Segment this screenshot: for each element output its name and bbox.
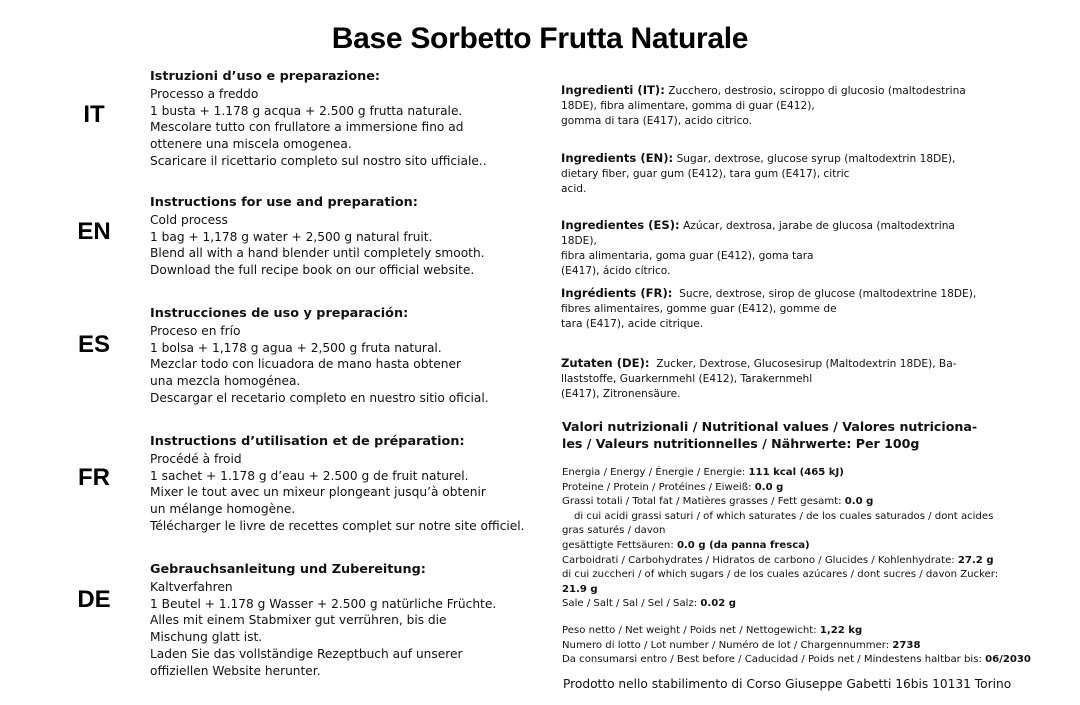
instruction-line: Blend all with a hand blender until completely smooth. <box>150 246 485 261</box>
ingredients-text: Azúcar, dextrosa, jarabe de glucosa (maltodextrina 18DE), <box>561 220 955 247</box>
lang-code-fr: FR <box>78 464 110 491</box>
ingredients-text: Sucre, dextrose, sirop de glucose (maltodextrine 18DE), <box>679 288 977 300</box>
info-value: 1,22 kg <box>819 625 863 636</box>
instruction-line: Kaltverfahren <box>150 579 233 594</box>
instruction-line: Proceso en frío <box>150 323 241 338</box>
ingredients-text: acid. <box>561 183 587 195</box>
info-label: Da consumarsi entro / Best before / Caducidad / Poids net / Mindestens haltbar bis: <box>562 654 982 666</box>
nutrition-row-saturates-cont: gras saturés / davon <box>562 525 666 537</box>
nutrition-row-carbs <box>562 554 1032 569</box>
info-value: 2738 <box>892 639 921 651</box>
instruction-line: 1 sachet + 1.178 g d’eau + 2.500 g de fruit naturel. <box>150 468 469 483</box>
ingredients-text: (E417), Zitronensäure. <box>561 388 681 400</box>
nutrition-row-sugars <box>562 568 1032 583</box>
instruction-line: Mixer le tout avec un mixeur plongeant jusqu’à obtenir un mélange homogène. <box>150 485 486 517</box>
ingredients-de <box>561 356 991 402</box>
info-label: Numero di lotto / Lot number / Numéro de lot / Chargennummer: <box>562 639 890 651</box>
ingredients-text: Zucker, Dextrose, Glucosesirup (Maltodextrin 18DE), Ba- <box>656 358 957 370</box>
nutrition-row-sugars-value <box>562 583 1032 598</box>
nutrition-title-line: les / Valeurs nutritionnelles / Nährwerte: Per 100g <box>562 435 920 451</box>
nutrition-label: Energia / Energy / Énergie / Energie: <box>562 467 746 478</box>
nutrition-row-salt <box>562 597 1032 612</box>
nutrition-label: gesättigte Fettsäuren: <box>562 539 674 551</box>
ingredients-label: Ingredienti (IT): <box>561 83 665 97</box>
instructions-heading: Instrucciones de uso y preparación: <box>150 306 409 321</box>
ingredients-text: llaststoffe, Guarkernmehl (E412), Tarakernmehl <box>561 373 813 385</box>
best-before-row <box>562 653 1032 668</box>
ingredients-text: (E417), ácido cítrico. <box>561 265 671 277</box>
instruction-line: Descargar el recetario completo en nuestro sitio oficial. <box>150 390 489 405</box>
ingredients-label: Ingredients (EN): <box>561 151 674 165</box>
nutrition-value: 0.02 g <box>700 598 737 610</box>
ingredients-fr <box>561 286 991 332</box>
nutrition-row-fat <box>562 495 1032 510</box>
ingredients-en <box>561 151 991 197</box>
net-weight-row <box>562 624 1032 639</box>
ingredients-text: gomma di tara (E417), acido citrico. <box>561 115 753 127</box>
nutrition-row-saturates: di cui acidi grassi saturi / of which saturates / de los cuales saturados / dont acides <box>574 510 994 522</box>
nutrition-value: 27.2 g <box>957 554 994 566</box>
lot-number-row <box>562 639 1032 654</box>
instructions-es <box>150 306 550 407</box>
nutrition-value: 111 kcal (465 kJ) <box>748 467 844 478</box>
nutrition-label: Carboidrati / Carbohydrates / Hidratos de carbono / Glucides / Kohlenhydrate: <box>562 554 955 566</box>
nutrition-row-protein <box>562 481 1032 496</box>
lang-code-de: DE <box>77 586 111 613</box>
instruction-line: Scaricare il ricettario completo sul nostro sito ufficiale.. <box>150 153 487 168</box>
ingredients-text: dietary fiber, guar gum (E412), tara gum (E417), citric <box>561 168 850 180</box>
instruction-line: Procédé à froid <box>150 451 242 466</box>
nutrition-title <box>562 419 992 452</box>
instruction-line: Processo a freddo <box>150 86 259 101</box>
ingredients-label: Zutaten (DE): <box>561 356 650 370</box>
ingredients-it <box>561 83 991 129</box>
ingredients-text: Zucchero, destrosio, sciroppo di glucosio (maltodestrina <box>668 85 966 97</box>
nutrition-value: 0.0 g (da panna fresca) <box>676 539 810 551</box>
ingredients-text: Sugar, dextrose, glucose syrup (maltodextrin 18DE), <box>676 153 956 165</box>
nutrition-value: 0.0 g <box>844 496 874 508</box>
instruction-line: Cold process <box>150 212 228 227</box>
ingredients-text: tara (E417), acide citrique. <box>561 318 704 330</box>
instruction-line: 1 bag + 1,178 g water + 2,500 g natural fruit. <box>150 229 433 244</box>
nutrition-label: Grassi totali / Total fat / Matières grasses / Fett gesamt: <box>562 496 842 508</box>
instruction-line: Laden Sie das vollständige Rezeptbuch auf unserer offiziellen Website herunter. <box>150 646 463 678</box>
instructions-heading: Instructions d’utilisation et de préparation: <box>150 434 465 449</box>
instruction-line: Mescolare tutto con frullatore a immersione fino ad ottenere una miscela omogenea. <box>150 120 464 152</box>
lang-code-en: EN <box>77 218 111 245</box>
instructions-fr <box>150 434 550 535</box>
ingredients-text: fibra alimentaria, goma guar (E412), goma tara <box>561 250 814 262</box>
nutrition-row-energy <box>562 466 1032 481</box>
instruction-line: Mezclar todo con licuadora de mano hasta obtener una mezcla homogénea. <box>150 357 461 389</box>
nutrition-label: di cui zuccheri / of which sugars / de los cuales azúcares / dont sucres / davon Zucker: <box>562 569 999 581</box>
instructions-de <box>150 562 550 680</box>
nutrition-table <box>562 466 1032 612</box>
info-label: Peso netto / Net weight / Poids net / Nettogewicht: <box>562 625 817 636</box>
instructions-heading: Instructions for use and preparation: <box>150 195 418 210</box>
instructions-it <box>150 69 550 170</box>
producer-address: Prodotto nello stabilimento di Corso Giuseppe Gabetti 16bis 10131 Torino <box>563 677 1012 691</box>
nutrition-row-saturates-value <box>562 539 1032 554</box>
instruction-line: 1 busta + 1.178 g acqua + 2.500 g frutta naturale. <box>150 103 463 118</box>
lang-code-it: IT <box>83 101 105 128</box>
ingredients-text: 18DE), fibra alimentare, gomma di guar (E412), <box>561 100 815 112</box>
lang-code-es: ES <box>77 331 110 358</box>
nutrition-title-line: Valori nutrizionali / Nutritional values / Valores nutriciona- <box>562 419 978 434</box>
instructions-heading: Gebrauchsanleitung und Zubereitung: <box>150 562 426 577</box>
nutrition-label: Proteine / Protein / Protéines / Eiweiß: <box>562 481 752 493</box>
nutrition-value: 21.9 g <box>562 583 598 595</box>
info-value: 06/2030 <box>985 654 1031 666</box>
ingredients-label: Ingredientes (ES): <box>561 218 680 232</box>
ingredients-es <box>561 218 991 279</box>
instruction-line: Télécharger le livre de recettes complet sur notre site officiel. <box>150 518 525 533</box>
instruction-line: 1 bolsa + 1,178 g agua + 2,500 g fruta natural. <box>150 340 442 355</box>
instructions-en <box>150 195 550 279</box>
instruction-line: Download the full recipe book on our official website. <box>150 263 475 278</box>
page-title: Base Sorbetto Frutta Naturale <box>331 22 749 55</box>
nutrition-value: 0.0 g <box>754 481 784 493</box>
instruction-line: 1 Beutel + 1.178 g Wasser + 2.500 g natürliche Früchte. <box>150 596 497 611</box>
instruction-line: Alles mit einem Stabmixer gut verrühren, bis die Mischung glatt ist. <box>150 613 447 645</box>
nutrition-label: Sale / Salt / Sal / Sel / Salz: <box>562 598 698 610</box>
ingredients-label: Ingrédients (FR): <box>561 286 673 300</box>
instructions-heading: Istruzioni d’uso e preparazione: <box>150 69 381 84</box>
ingredients-text: fibres alimentaires, gomme guar (E412), gomme de <box>561 303 837 315</box>
product-info <box>562 624 1032 668</box>
